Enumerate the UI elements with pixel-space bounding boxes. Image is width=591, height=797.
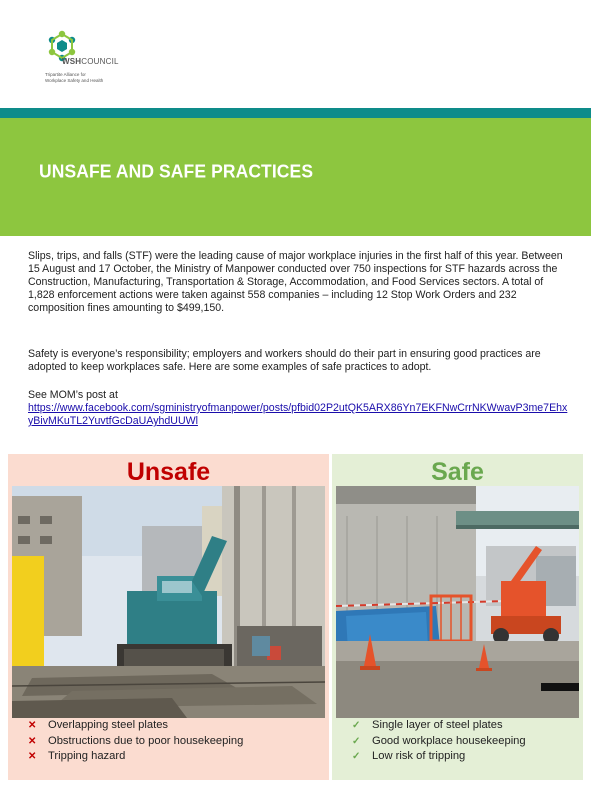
list-item (8, 718, 329, 734)
unsafe-list (8, 718, 329, 765)
list-item (332, 734, 583, 750)
list-item (332, 718, 583, 734)
unsafe-item-label: Tripping hazard (48, 750, 126, 762)
safe-item-label: Low risk of tripping (372, 750, 466, 762)
cross-icon: ✕ (28, 735, 37, 747)
logo-brand-bold: WSH (62, 57, 82, 66)
logo-brand-light: COUNCIL (81, 57, 119, 66)
logo-tagline-line1: Tripartite Alliance for (45, 72, 86, 77)
safe-item-label: Good workplace housekeeping (372, 734, 526, 747)
safe-panel (332, 454, 583, 780)
unsafe-heading: Unsafe (126, 458, 211, 486)
page-header (0, 0, 591, 108)
check-icon: ✓ (352, 735, 361, 747)
unsafe-site-photo (12, 486, 325, 718)
cross-icon: ✕ (28, 720, 37, 731)
see-post-label: See MOM’s post at (28, 389, 118, 401)
check-icon: ✓ (352, 720, 361, 731)
list-item (8, 734, 329, 750)
safe-list (332, 718, 583, 765)
list-item (8, 749, 329, 765)
logo-tagline (45, 72, 145, 83)
check-icon: ✓ (352, 751, 361, 762)
unsafe-item-label: Obstructions due to poor housekeeping (48, 734, 244, 747)
page-title: UNSAFE AND SAFE PRACTICES (39, 160, 314, 182)
safe-heading: Safe (431, 458, 484, 486)
list-item (332, 749, 583, 765)
logo-wordmark (62, 57, 119, 66)
safe-item-label: Single layer of steel plates (372, 719, 503, 731)
mom-post-link[interactable]: https://www.facebook.com/sgministryofmanpower/posts/pfbid02P2utQK5ARX86Yn7EKFNwCrrNKWwavP3me7EhxyBivMKuTL2YuvtfGcDaUAyhdUUWl (28, 402, 568, 427)
safe-site-photo (336, 486, 579, 718)
intro-paragraph-1: Slips, trips, and falls (STF) were the leading cause of major workplace injuries in the first half of this year. Between 15 August and 17 October, the Ministry of Manpower conducted over 750 inspections for STF hazards across the Construction, Manufacturing, Transportation & Storage, Accommodation, and Food Services sectors. A total of 1,828 enforcement actions were taken against 558 companies – including 12 Stop Work Orders and 232 composition fines amounting to $499,150. (28, 250, 563, 314)
teal-divider-bar (0, 108, 591, 118)
intro-paragraph-2: Safety is everyone’s responsibility; employers and workers should do their part in ensuring good practices are adopted to keep workplaces safe. Here are some examples of safe practices to adopt. (28, 348, 541, 373)
unsafe-item-label: Overlapping steel plates (48, 719, 169, 731)
cross-icon: ✕ (28, 751, 37, 762)
unsafe-panel (8, 454, 329, 780)
post-reference (28, 389, 568, 428)
logo-tagline-line2: Workplace Safety and Health (45, 77, 104, 83)
